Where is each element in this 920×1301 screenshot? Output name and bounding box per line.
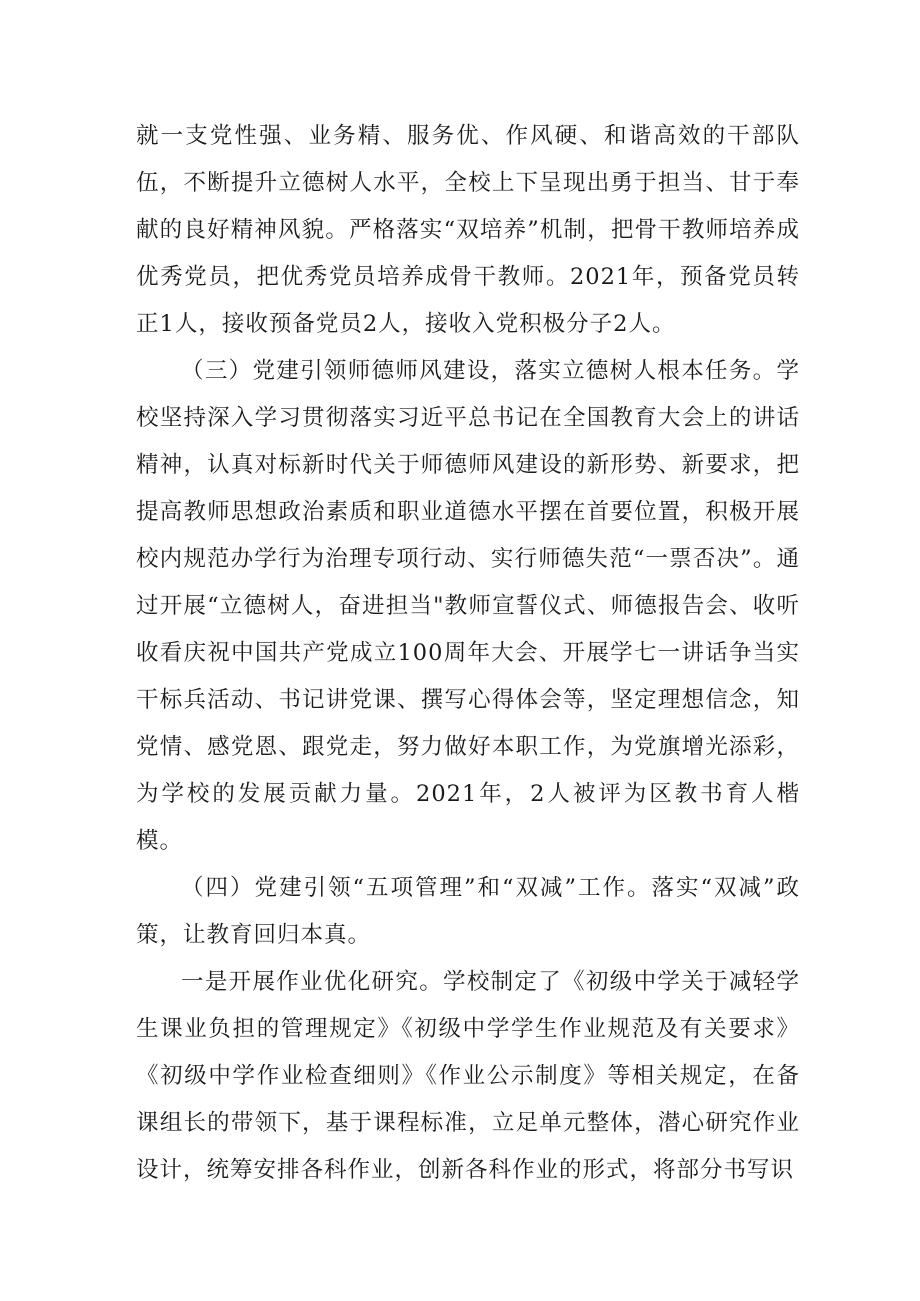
paragraph-continuation: 就一支党性强、业务精、服务优、作风硬、和谐高效的干部队伍，不断提升立德树人水平，全校上下呈现出勇于担当、甘于奉献的良好精神风貌。严格落实“双培养”机制，把骨干教师培养成优秀党员，把优秀党员培养成骨干教师。2021年，预备党员转正1人，接收预备党员2人，接收入党积极分子2人。 <box>136 123 800 337</box>
paragraph-section-three: （三）党建引领师德师风建设，落实立德树人根本任务。学校坚持深入学习贯彻落实习近平总书记在全国教育大会上的讲话精神，认真对标新时代关于师德师风建设的新形势、新要求，把提高教师思想政治素质和职业道德水平摆在首要位置，积极开展校内规范办学行为治理专项行动、实行师德失范“一票否决”。通过开展“立德树人，奋进担当"教师宣誓仪式、师德报告会、收听收看庆祝中国共产党成立100周年大会、开展学七一讲话争当实干标兵活动、书记讲党课、撰写心得体会等，坚定理想信念，知党情、感党恩、跟党走，努力做好本职工作，为党旗增光添彩，为学校的发展贡献力量。2021年，2人被评为区教书育人楷模。 <box>136 358 800 854</box>
paragraph-section-four: （四）党建引领“五项管理”和“双减”工作。落实“双减”政策，让教育回归本真。 <box>136 875 800 948</box>
paragraph-homework-optimization: 一是开展作业优化研究。学校制定了《初级中学关于减轻学生课业负担的管理规定》《初级中学学生作业规范及有关要求》《初级中学作业检查细则》《作业公示制度》等相关规定，在备课组长的带领下，基于课程标准，立足单元整体，潜心研究作业设计，统筹安排各科作业，创新各科作业的形式，将部分书写识 <box>136 969 800 1183</box>
document-body <box>136 113 800 1194</box>
